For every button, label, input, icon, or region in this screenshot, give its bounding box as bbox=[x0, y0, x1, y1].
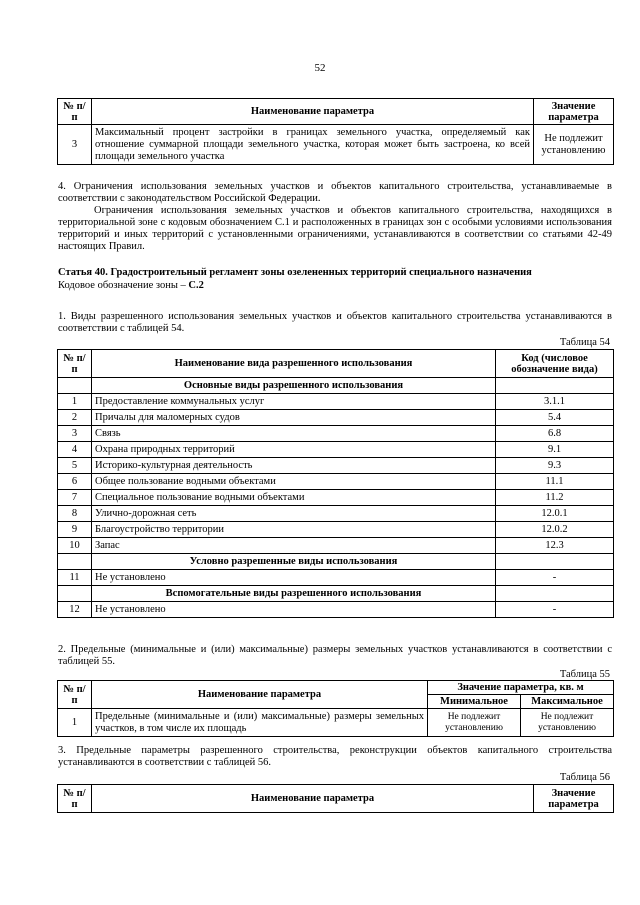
row-name: Причалы для маломерных судов bbox=[92, 410, 496, 426]
row-num: 12 bbox=[58, 602, 92, 618]
row-code: 11.1 bbox=[496, 474, 614, 490]
row-code: 5.4 bbox=[496, 410, 614, 426]
table-56 bbox=[57, 784, 614, 813]
row-code: 12.0.1 bbox=[496, 506, 614, 522]
row-num: 1 bbox=[58, 394, 92, 410]
row-code: 12.3 bbox=[496, 538, 614, 554]
group-row bbox=[58, 378, 614, 394]
table-row bbox=[58, 442, 614, 458]
row-name: Максимальный процент застройки в границах земельного участка, определяемый как отношение суммарной площади земельного участка, которая может быть застроена, ко всей площади земельного участка bbox=[92, 125, 534, 165]
table-row bbox=[58, 394, 614, 410]
zone-code-label: Кодовое обозначение зоны – bbox=[58, 280, 189, 291]
col-header-num: № п/п bbox=[58, 99, 92, 125]
table-55 bbox=[57, 680, 614, 737]
row-num: 4 bbox=[58, 442, 92, 458]
table-row bbox=[58, 490, 614, 506]
table-row bbox=[58, 474, 614, 490]
row-code: 12.0.2 bbox=[496, 522, 614, 538]
row-name: Предельные (минимальные и (или) максимальные) размеры земельных участков, в том числе их площадь bbox=[92, 709, 428, 737]
col-header-name: Наименование параметра bbox=[92, 785, 534, 813]
table55-caption: Таблица 55 bbox=[559, 669, 610, 680]
table-row bbox=[58, 410, 614, 426]
row-num: 10 bbox=[58, 538, 92, 554]
col-header-code: Код (числовое обозначение вида) bbox=[496, 350, 614, 378]
table-row bbox=[58, 602, 614, 618]
row-num: 2 bbox=[58, 410, 92, 426]
table-row bbox=[58, 709, 614, 737]
row-max: Не подлежит установлению bbox=[521, 709, 614, 737]
row-name: Благоустройство территории bbox=[92, 522, 496, 538]
section4-paragraph1: 4. Ограничения использования земельных участков и объектов капитального строительства, устанавливаемые в соответствии с законодательством Российской Федерации. bbox=[58, 181, 612, 204]
row-num: 5 bbox=[58, 458, 92, 474]
section4-paragraph2: Ограничения использования земельных участков и объектов капитального строительства, находящихся в территориальной зоне с кодовым обозначением С.1 и расположенных в границах зон с особыми условиями использования территорий и иных территорий с установленными ограничениями, устанавливаются в соответствии со статьями 42-49 настоящих Правил. bbox=[58, 205, 612, 252]
table54-caption: Таблица 54 bbox=[559, 337, 610, 348]
group-row bbox=[58, 554, 614, 570]
col-header-value: Значение параметра bbox=[534, 785, 614, 813]
row-num: 3 bbox=[58, 125, 92, 165]
article40-title: Статья 40. Градостроительный регламент зоны озелененных территорий специального назначения bbox=[58, 267, 532, 278]
row-name: Улично-дорожная сеть bbox=[92, 506, 496, 522]
row-num: 11 bbox=[58, 570, 92, 586]
article40-paragraph1: 1. Виды разрешенного использования земельных участков и объектов капитального строительства устанавливаются в соответствии с таблицей 54. bbox=[58, 311, 612, 334]
col-header-num: № п/п bbox=[58, 785, 92, 813]
col-header-name: Наименование параметра bbox=[92, 681, 428, 709]
row-name: Предоставление коммунальных услуг bbox=[92, 394, 496, 410]
group-row bbox=[58, 586, 614, 602]
row-num: 3 bbox=[58, 426, 92, 442]
row-name: Запас bbox=[92, 538, 496, 554]
row-name: Охрана природных территорий bbox=[92, 442, 496, 458]
table-row bbox=[58, 125, 614, 165]
table-top bbox=[57, 98, 614, 165]
col-header-num: № п/п bbox=[58, 350, 92, 378]
table-row bbox=[58, 426, 614, 442]
row-code: 9.1 bbox=[496, 442, 614, 458]
row-num: 6 bbox=[58, 474, 92, 490]
col-header-num: № п/п bbox=[58, 681, 92, 709]
row-code: 6.8 bbox=[496, 426, 614, 442]
col-header-value: Значение параметра, кв. м bbox=[428, 681, 614, 695]
group-conditional-title: Условно разрешенные виды использования bbox=[92, 554, 496, 570]
row-code: - bbox=[496, 570, 614, 586]
table-header-row bbox=[58, 785, 614, 813]
page-number: 52 bbox=[314, 62, 326, 74]
col-header-value: Значение параметра bbox=[534, 99, 614, 125]
row-num: 7 bbox=[58, 490, 92, 506]
row-name: Связь bbox=[92, 426, 496, 442]
col-header-name: Наименование параметра bbox=[92, 99, 534, 125]
table-54 bbox=[57, 349, 614, 618]
col-header-max: Максимальное bbox=[521, 695, 614, 709]
row-code: 9.3 bbox=[496, 458, 614, 474]
section3-paragraph: 3. Предельные параметры разрешенного строительства, реконструкции объектов капитального строительства устанавливаются в соответствии с таблицей 56. bbox=[58, 745, 612, 768]
row-code: 11.2 bbox=[496, 490, 614, 506]
row-name: Не установлено bbox=[92, 570, 496, 586]
row-num: 9 bbox=[58, 522, 92, 538]
row-min: Не подлежит установлению bbox=[428, 709, 521, 737]
table-row bbox=[58, 570, 614, 586]
col-header-name: Наименование вида разрешенного использования bbox=[92, 350, 496, 378]
row-name: Не установлено bbox=[92, 602, 496, 618]
group-main-title: Основные виды разрешенного использования bbox=[92, 378, 496, 394]
article40-code-line bbox=[58, 280, 612, 292]
table-header-row bbox=[58, 350, 614, 378]
table56-caption: Таблица 56 bbox=[559, 772, 610, 783]
table-row bbox=[58, 522, 614, 538]
row-name: Историко-культурная деятельность bbox=[92, 458, 496, 474]
row-name: Общее пользование водными объектами bbox=[92, 474, 496, 490]
section2-paragraph: 2. Предельные (минимальные и (или) максимальные) размеры земельных участков устанавливаются в соответствии с таблицей 55. bbox=[58, 644, 612, 667]
table-row bbox=[58, 458, 614, 474]
table-row bbox=[58, 506, 614, 522]
table-row bbox=[58, 538, 614, 554]
col-header-min: Минимальное bbox=[428, 695, 521, 709]
table-header-row bbox=[58, 99, 614, 125]
group-auxiliary-title: Вспомогательные виды разрешенного использования bbox=[92, 586, 496, 602]
row-value: Не подлежит установлению bbox=[534, 125, 614, 165]
row-num: 1 bbox=[58, 709, 92, 737]
row-name: Специальное пользование водными объектами bbox=[92, 490, 496, 506]
row-code: - bbox=[496, 602, 614, 618]
zone-code: С.2 bbox=[188, 280, 204, 291]
row-code: 3.1.1 bbox=[496, 394, 614, 410]
row-num: 8 bbox=[58, 506, 92, 522]
table-header-row bbox=[58, 681, 614, 695]
